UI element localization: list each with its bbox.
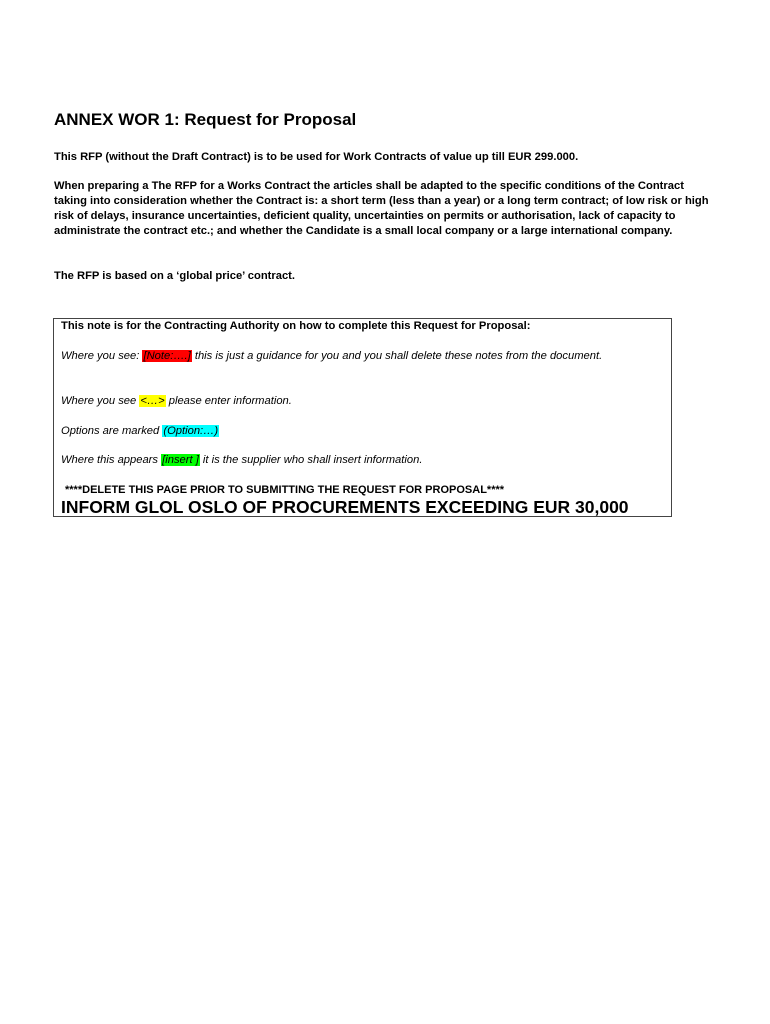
note-box-header: This note is for the Contracting Authority on how to complete this Request for Proposal: xyxy=(61,320,531,332)
insert-guidance-line xyxy=(61,453,422,468)
option-guidance-text-before: Options are marked xyxy=(61,425,163,437)
note-guidance-text-after: this is just a guidance for you and you shall delete these notes from the document. xyxy=(191,350,603,362)
input-guidance-text-after: please enter information. xyxy=(165,395,292,407)
instruction-note-box xyxy=(53,318,672,517)
document-title: ANNEX WOR 1: Request for Proposal xyxy=(54,110,357,129)
input-guidance-text-before: Where you see xyxy=(61,395,140,407)
note-marker-highlight: [Note:….] xyxy=(143,350,191,362)
input-marker-highlight: <…> xyxy=(140,395,165,407)
insert-marker-highlight: [insert ] xyxy=(162,454,199,466)
option-guidance-line xyxy=(61,424,219,439)
note-guidance-line xyxy=(61,349,636,364)
delete-page-notice: ****DELETE THIS PAGE PRIOR TO SUBMITTING THE REQUEST FOR PROPOSAL**** xyxy=(65,484,505,496)
preparation-paragraph: When preparing a The RFP for a Works Contract the articles shall be adapted to the specific conditions of the Contract taking into consideration whether the Contract is: a short term (less than a year) or a long term contract; of low risk or high risk of delays, insurance uncertainties, deficient quality, uncertainties on permits or authorisation, lack of capacity to administrate the contract etc.; and whether the Candidate is a small local company or a large international company. xyxy=(54,180,709,237)
contract-basis-paragraph: The RFP is based on a ‘global price’ contract. xyxy=(54,270,296,282)
insert-guidance-text-before: Where this appears xyxy=(61,454,162,466)
input-guidance-line xyxy=(61,394,292,409)
usage-paragraph: This RFP (without the Draft Contract) is to be used for Work Contracts of value up till EUR 299.000. xyxy=(54,151,579,163)
note-guidance-text-before: Where you see: xyxy=(61,350,143,362)
inform-procurement-notice: INFORM GLOL OSLO OF PROCUREMENTS EXCEEDING EUR 30,000 xyxy=(61,497,629,517)
option-marker-highlight: (Option:…) xyxy=(163,425,219,437)
insert-guidance-text-after: it is the supplier who shall insert information. xyxy=(199,454,423,466)
